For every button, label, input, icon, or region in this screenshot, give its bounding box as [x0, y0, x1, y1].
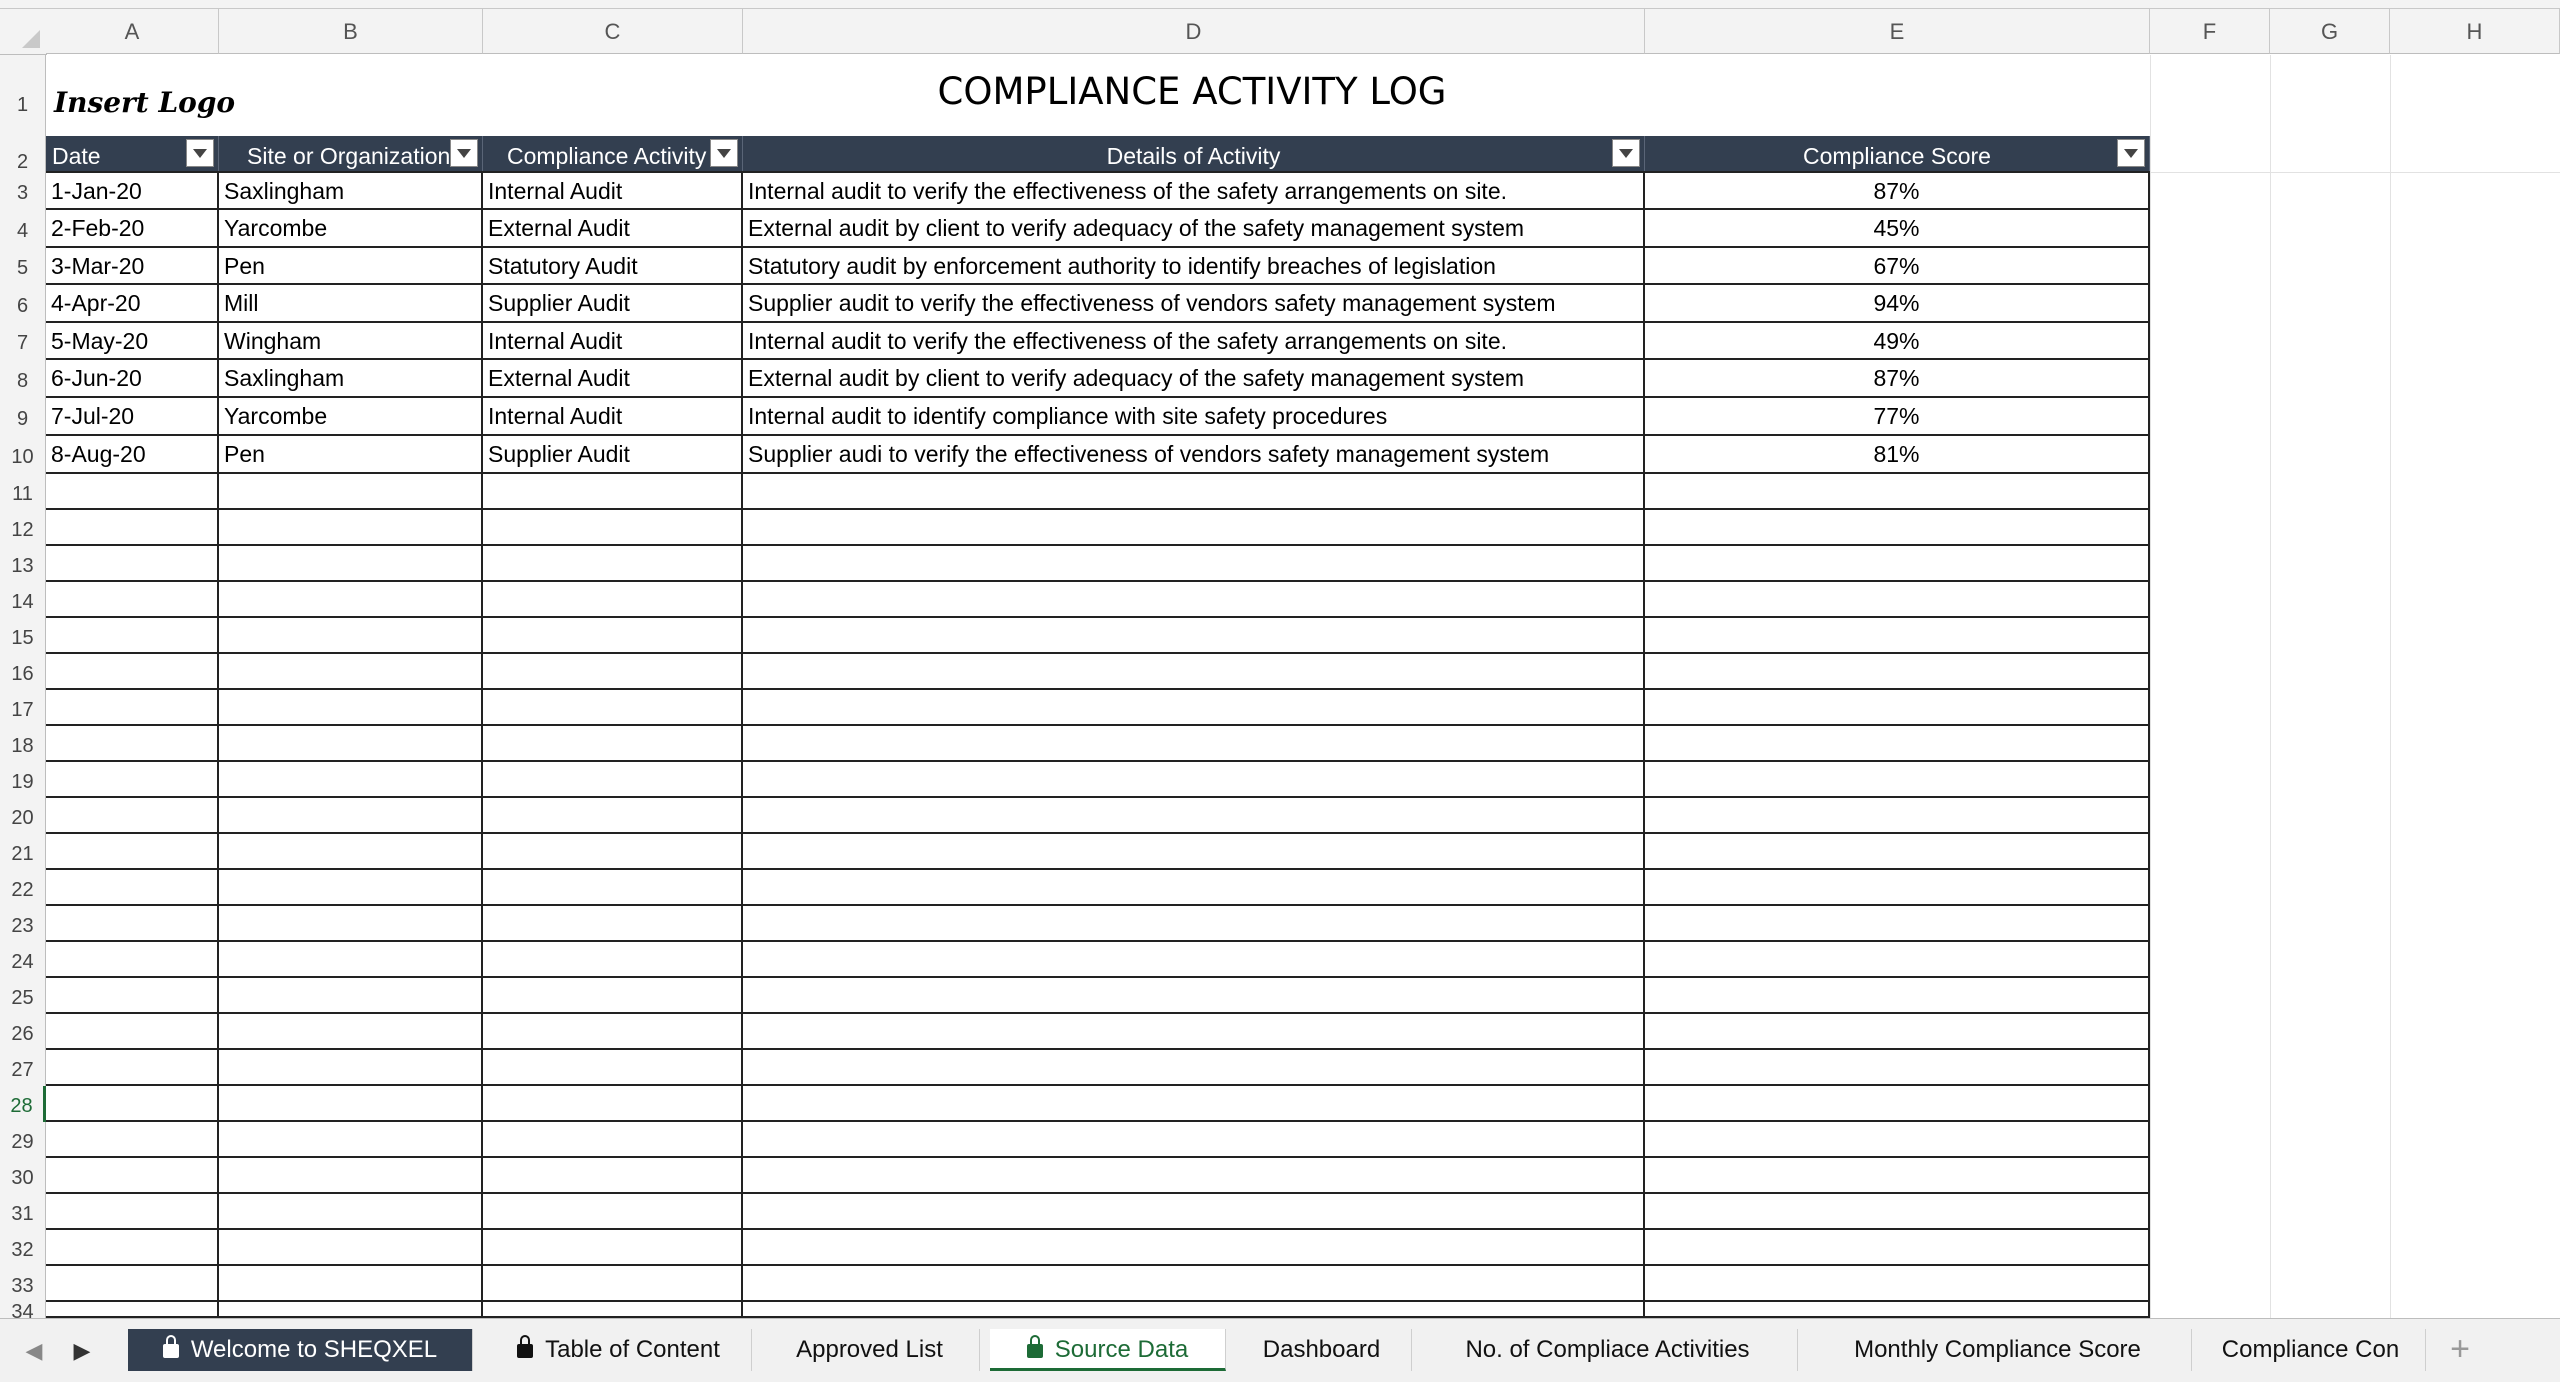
empty-cell[interactable] — [743, 1014, 1645, 1050]
empty-cell[interactable] — [483, 1230, 743, 1266]
tab-welcome-to-sheqxel[interactable] — [128, 1329, 473, 1371]
empty-cell[interactable] — [219, 1266, 483, 1302]
row-header-9[interactable]: 9 — [0, 398, 46, 436]
column-header-c[interactable]: C — [483, 9, 743, 54]
cell-details[interactable]: Statutory audit by enforcement authority to identify breaches of legislation — [743, 248, 1645, 285]
select-all-icon — [22, 30, 40, 48]
empty-cell[interactable] — [483, 1050, 743, 1086]
cell-score[interactable]: 87% — [1645, 360, 2150, 398]
cell-score[interactable]: 87% — [1645, 173, 2150, 210]
cell-site[interactable]: Wingham — [219, 323, 483, 360]
column-header-activity[interactable] — [483, 136, 743, 173]
empty-cell[interactable] — [46, 906, 219, 942]
row-header-15[interactable]: 15 — [0, 618, 46, 654]
prev-sheet-arrow-icon[interactable]: ◀ — [25, 1338, 43, 1363]
empty-cell[interactable] — [1645, 1014, 2150, 1050]
empty-cell[interactable] — [46, 1086, 219, 1122]
filter-dropdown-details-icon[interactable] — [1612, 139, 1640, 167]
cell-details[interactable]: Internal audit to verify the effectiveness of the safety arrangements on site. — [743, 323, 1645, 360]
column-header-d[interactable]: D — [743, 9, 1645, 54]
empty-cell[interactable] — [483, 474, 743, 510]
empty-cell[interactable] — [219, 654, 483, 690]
tab-label: Monthly Compliance Score — [1854, 1336, 2141, 1363]
cell-score[interactable]: 81% — [1645, 436, 2150, 474]
empty-cell[interactable] — [483, 906, 743, 942]
column-header-f[interactable]: F — [2150, 9, 2270, 54]
tab-label: Welcome to SHEQXEL — [190, 1336, 438, 1363]
empty-cell[interactable] — [46, 546, 219, 582]
empty-cell[interactable] — [483, 798, 743, 834]
empty-cell[interactable] — [743, 510, 1645, 546]
empty-cell[interactable] — [743, 690, 1645, 726]
row-header-33[interactable]: 33 — [0, 1266, 46, 1302]
empty-cell[interactable] — [219, 726, 483, 762]
column-header-site[interactable] — [219, 136, 483, 173]
row-header-18[interactable]: 18 — [0, 726, 46, 762]
empty-cell[interactable] — [219, 1086, 483, 1122]
empty-cell[interactable] — [743, 1122, 1645, 1158]
row-header-27[interactable]: 27 — [0, 1050, 46, 1086]
empty-cell[interactable] — [219, 1302, 483, 1318]
empty-cell[interactable] — [483, 582, 743, 618]
empty-cell[interactable] — [743, 618, 1645, 654]
table-top-border — [46, 171, 2150, 173]
header-label-date: Date — [52, 143, 101, 169]
empty-cell[interactable] — [743, 1230, 1645, 1266]
empty-cell[interactable] — [219, 1050, 483, 1086]
gridline — [2150, 172, 2560, 173]
empty-cell[interactable] — [743, 1158, 1645, 1194]
empty-cell[interactable] — [219, 690, 483, 726]
empty-cell[interactable] — [1645, 798, 2150, 834]
filter-dropdown-score-icon[interactable] — [2117, 139, 2145, 167]
empty-cell[interactable] — [743, 1086, 1645, 1122]
empty-cell[interactable] — [219, 474, 483, 510]
empty-cell[interactable] — [743, 1302, 1645, 1318]
empty-cell[interactable] — [483, 1122, 743, 1158]
empty-cell[interactable] — [483, 1014, 743, 1050]
empty-cell[interactable] — [219, 618, 483, 654]
cell-score[interactable]: 77% — [1645, 398, 2150, 436]
cell-date[interactable]: 1-Jan-20 — [46, 173, 219, 210]
empty-cell[interactable] — [1645, 906, 2150, 942]
empty-cell[interactable] — [483, 834, 743, 870]
empty-cell[interactable] — [743, 1194, 1645, 1230]
cell-score[interactable]: 49% — [1645, 323, 2150, 360]
empty-cell[interactable] — [46, 1158, 219, 1194]
empty-cell[interactable] — [1645, 1050, 2150, 1086]
tab-label: Source Data — [1054, 1336, 1189, 1363]
cell-details[interactable]: Supplier audi to verify the effectiveness of vendors safety management system — [743, 436, 1645, 474]
cell-site[interactable]: Yarcombe — [219, 210, 483, 248]
empty-cell[interactable] — [483, 1266, 743, 1302]
empty-cell[interactable] — [1645, 546, 2150, 582]
empty-cell[interactable] — [1645, 1302, 2150, 1318]
row-header-25[interactable]: 25 — [0, 978, 46, 1014]
empty-cell[interactable] — [219, 1194, 483, 1230]
cell-site[interactable]: Saxlingham — [219, 360, 483, 398]
empty-cell[interactable] — [483, 546, 743, 582]
tab-label: Compliance Con — [2221, 1336, 2400, 1363]
cell-score[interactable]: 94% — [1645, 285, 2150, 323]
empty-cell[interactable] — [219, 546, 483, 582]
empty-cell[interactable] — [483, 654, 743, 690]
empty-cell[interactable] — [743, 726, 1645, 762]
header-label-site: Site or Organization — [247, 143, 451, 169]
tab-label: Approved List — [796, 1336, 943, 1363]
empty-cell[interactable] — [219, 906, 483, 942]
empty-cell[interactable] — [46, 798, 219, 834]
cell-details[interactable]: External audit by client to verify adequacy of the safety management system — [743, 360, 1645, 398]
empty-cell[interactable] — [46, 726, 219, 762]
tab-monthly-compliance-score[interactable] — [1804, 1329, 2192, 1371]
empty-cell[interactable] — [1645, 654, 2150, 690]
cell-activity[interactable]: External Audit — [483, 210, 743, 248]
empty-cell[interactable] — [46, 618, 219, 654]
cell-activity[interactable]: Statutory Audit — [483, 248, 743, 285]
cell-site[interactable]: Pen — [219, 436, 483, 474]
empty-cell[interactable] — [1645, 1122, 2150, 1158]
empty-cell[interactable] — [46, 582, 219, 618]
row-header-22[interactable]: 22 — [0, 870, 46, 906]
row-header-21[interactable]: 21 — [0, 834, 46, 870]
empty-cell[interactable] — [743, 1050, 1645, 1086]
row-header-11[interactable]: 11 — [0, 474, 46, 510]
cell-activity[interactable]: Internal Audit — [483, 323, 743, 360]
tab-dashboard[interactable] — [1232, 1329, 1412, 1371]
tab-source-data[interactable] — [990, 1329, 1226, 1371]
empty-cell[interactable] — [483, 870, 743, 906]
gridline — [2270, 55, 2271, 1318]
empty-cell[interactable] — [483, 1194, 743, 1230]
empty-cell[interactable] — [46, 510, 219, 546]
row-header-34[interactable]: 34 — [0, 1302, 46, 1318]
cell-activity[interactable]: Internal Audit — [483, 173, 743, 210]
empty-cell[interactable] — [1645, 1158, 2150, 1194]
row-header-1[interactable]: 1 — [0, 55, 46, 134]
empty-cell[interactable] — [46, 1050, 219, 1086]
empty-cell[interactable] — [1645, 1266, 2150, 1302]
cell-activity[interactable]: Internal Audit — [483, 398, 743, 436]
empty-cell[interactable] — [743, 870, 1645, 906]
empty-cell[interactable] — [46, 690, 219, 726]
empty-cell[interactable] — [483, 978, 743, 1014]
row-header-7[interactable]: 7 — [0, 323, 46, 360]
filter-dropdown-site-icon[interactable] — [450, 139, 478, 167]
row-header-8[interactable]: 8 — [0, 360, 46, 398]
row-header-32[interactable]: 32 — [0, 1230, 46, 1266]
cell-site[interactable]: Mill — [219, 285, 483, 323]
empty-cell[interactable] — [46, 654, 219, 690]
tab-label: Dashboard — [1262, 1336, 1381, 1363]
empty-cell[interactable] — [46, 474, 219, 510]
empty-cell[interactable] — [483, 690, 743, 726]
empty-cell[interactable] — [219, 942, 483, 978]
empty-cell[interactable] — [1645, 726, 2150, 762]
empty-cell[interactable] — [219, 582, 483, 618]
empty-cell[interactable] — [219, 798, 483, 834]
empty-cell[interactable] — [1645, 618, 2150, 654]
empty-cell[interactable] — [219, 1158, 483, 1194]
sheet-tab-bar — [0, 1318, 2560, 1382]
empty-cell[interactable] — [743, 762, 1645, 798]
empty-cell[interactable] — [46, 1194, 219, 1230]
empty-cell[interactable] — [483, 726, 743, 762]
empty-cell[interactable] — [1645, 1086, 2150, 1122]
header-label-details: Details of Activity — [1106, 143, 1281, 169]
row-header-14[interactable]: 14 — [0, 582, 46, 618]
row-header-19[interactable]: 19 — [0, 762, 46, 798]
column-header-b[interactable]: B — [219, 9, 483, 54]
row-header-13[interactable]: 13 — [0, 546, 46, 582]
row-header-16[interactable]: 16 — [0, 654, 46, 690]
empty-cell[interactable] — [46, 1302, 219, 1318]
empty-cell[interactable] — [219, 1014, 483, 1050]
empty-cell[interactable] — [743, 546, 1645, 582]
cell-details[interactable]: Internal audit to verify the effectiveness of the safety arrangements on site. — [743, 173, 1645, 210]
empty-cell[interactable] — [743, 474, 1645, 510]
empty-cell[interactable] — [219, 762, 483, 798]
row-header-26[interactable]: 26 — [0, 1014, 46, 1050]
row-header-2[interactable]: 2 — [0, 134, 46, 173]
empty-cell[interactable] — [483, 1158, 743, 1194]
empty-cell[interactable] — [1645, 474, 2150, 510]
logo-placeholder[interactable]: Insert Logo — [54, 86, 236, 119]
select-all-corner[interactable] — [0, 9, 47, 55]
empty-cell[interactable] — [46, 834, 219, 870]
empty-cell[interactable] — [1645, 582, 2150, 618]
empty-cell[interactable] — [219, 510, 483, 546]
cell-site[interactable]: Pen — [219, 248, 483, 285]
cell-activity[interactable]: Supplier Audit — [483, 436, 743, 474]
empty-cell[interactable] — [46, 762, 219, 798]
empty-cell[interactable] — [1645, 690, 2150, 726]
header-label-score: Compliance Score — [1803, 143, 1991, 169]
row-header-6[interactable]: 6 — [0, 285, 46, 323]
row-header-28[interactable]: 28 — [0, 1086, 46, 1122]
empty-cell[interactable] — [483, 942, 743, 978]
add-sheet-icon[interactable]: + — [2450, 1330, 2470, 1368]
row-header-29[interactable]: 29 — [0, 1122, 46, 1158]
cell-activity[interactable]: Supplier Audit — [483, 285, 743, 323]
empty-cell[interactable] — [743, 942, 1645, 978]
empty-cell[interactable] — [46, 978, 219, 1014]
empty-cell[interactable] — [743, 582, 1645, 618]
empty-cell[interactable] — [219, 1230, 483, 1266]
empty-cell[interactable] — [219, 870, 483, 906]
cell-score[interactable]: 67% — [1645, 248, 2150, 285]
row-header-30[interactable]: 30 — [0, 1158, 46, 1194]
empty-cell[interactable] — [743, 654, 1645, 690]
empty-cell[interactable] — [219, 978, 483, 1014]
empty-cell[interactable] — [1645, 870, 2150, 906]
cell-date[interactable]: 8-Aug-20 — [46, 436, 219, 474]
empty-cell[interactable] — [219, 1122, 483, 1158]
column-header-e[interactable]: E — [1645, 9, 2150, 54]
lock-icon — [517, 1344, 533, 1358]
cell-details[interactable]: External audit by client to verify adequacy of the safety management system — [743, 210, 1645, 248]
empty-cell[interactable] — [46, 1014, 219, 1050]
empty-cell[interactable] — [1645, 1194, 2150, 1230]
empty-cell[interactable] — [483, 1302, 743, 1318]
empty-cell[interactable] — [483, 1086, 743, 1122]
empty-cell[interactable] — [743, 798, 1645, 834]
row-header-24[interactable]: 24 — [0, 942, 46, 978]
empty-cell[interactable] — [1645, 1230, 2150, 1266]
row-header-4[interactable]: 4 — [0, 210, 46, 248]
cell-details[interactable]: Supplier audit to verify the effectiveness of vendors safety management system — [743, 285, 1645, 323]
cell-date[interactable]: 5-May-20 — [46, 323, 219, 360]
cell-site[interactable]: Saxlingham — [219, 173, 483, 210]
tab-no-of-compliace-activities[interactable] — [1418, 1329, 1798, 1371]
gridline — [2390, 55, 2391, 1318]
tab-compliance-con[interactable] — [2196, 1329, 2426, 1371]
lock-icon — [1027, 1344, 1043, 1358]
empty-cell[interactable] — [1645, 834, 2150, 870]
empty-cell[interactable] — [46, 1266, 219, 1302]
cell-date[interactable]: 6-Jun-20 — [46, 360, 219, 398]
row-header-5[interactable]: 5 — [0, 248, 46, 285]
row-header-31[interactable]: 31 — [0, 1194, 46, 1230]
tab-label: Table of Content — [545, 1336, 720, 1363]
row-header-20[interactable]: 20 — [0, 798, 46, 834]
empty-cell[interactable] — [483, 618, 743, 654]
cell-date[interactable]: 4-Apr-20 — [46, 285, 219, 323]
empty-cell[interactable] — [1645, 762, 2150, 798]
cell-date[interactable]: 2-Feb-20 — [46, 210, 219, 248]
toolbar-edge — [0, 0, 2560, 9]
empty-cell[interactable] — [743, 1266, 1645, 1302]
empty-cell[interactable] — [1645, 510, 2150, 546]
empty-cell[interactable] — [46, 1122, 219, 1158]
cell-details[interactable]: Internal audit to identify compliance with site safety procedures — [743, 398, 1645, 436]
empty-cell[interactable] — [743, 978, 1645, 1014]
column-header-g[interactable]: G — [2270, 9, 2390, 54]
empty-cell[interactable] — [46, 1230, 219, 1266]
sheet-title[interactable]: COMPLIANCE ACTIVITY LOG — [937, 70, 1447, 113]
empty-cell[interactable] — [743, 906, 1645, 942]
tab-label: No. of Compliace Activities — [1465, 1336, 1750, 1363]
empty-cell[interactable] — [743, 834, 1645, 870]
empty-cell[interactable] — [46, 870, 219, 906]
column-header-h[interactable]: H — [2390, 9, 2560, 54]
empty-cell[interactable] — [219, 834, 483, 870]
column-header-details[interactable] — [743, 136, 1645, 173]
cell-site[interactable]: Yarcombe — [219, 398, 483, 436]
empty-cell[interactable] — [46, 942, 219, 978]
row-header-17[interactable]: 17 — [0, 690, 46, 726]
column-header-score[interactable] — [1645, 136, 2150, 173]
row-header-3[interactable]: 3 — [0, 173, 46, 210]
empty-cell[interactable] — [483, 510, 743, 546]
filter-dropdown-activity-icon[interactable] — [710, 139, 738, 167]
header-label-activity: Compliance Activity — [507, 143, 707, 169]
cell-score[interactable]: 45% — [1645, 210, 2150, 248]
gridline — [2150, 55, 2151, 1318]
column-header-date[interactable] — [46, 136, 219, 173]
empty-cell[interactable] — [1645, 978, 2150, 1014]
tab-table-of-content[interactable] — [486, 1329, 752, 1371]
row-header-12[interactable]: 12 — [0, 510, 46, 546]
empty-cell[interactable] — [1645, 942, 2150, 978]
column-header-a[interactable]: A — [46, 9, 219, 54]
empty-cell[interactable] — [483, 762, 743, 798]
cell-date[interactable]: 7-Jul-20 — [46, 398, 219, 436]
lock-icon — [163, 1344, 179, 1358]
row-header-23[interactable]: 23 — [0, 906, 46, 942]
cell-activity[interactable]: External Audit — [483, 360, 743, 398]
tab-approved-list[interactable] — [760, 1329, 980, 1371]
filter-dropdown-date-icon[interactable] — [186, 139, 214, 167]
row-header-10[interactable]: 10 — [0, 436, 46, 474]
next-sheet-arrow-icon[interactable]: ▶ — [73, 1338, 91, 1363]
cell-date[interactable]: 3-Mar-20 — [46, 248, 219, 285]
